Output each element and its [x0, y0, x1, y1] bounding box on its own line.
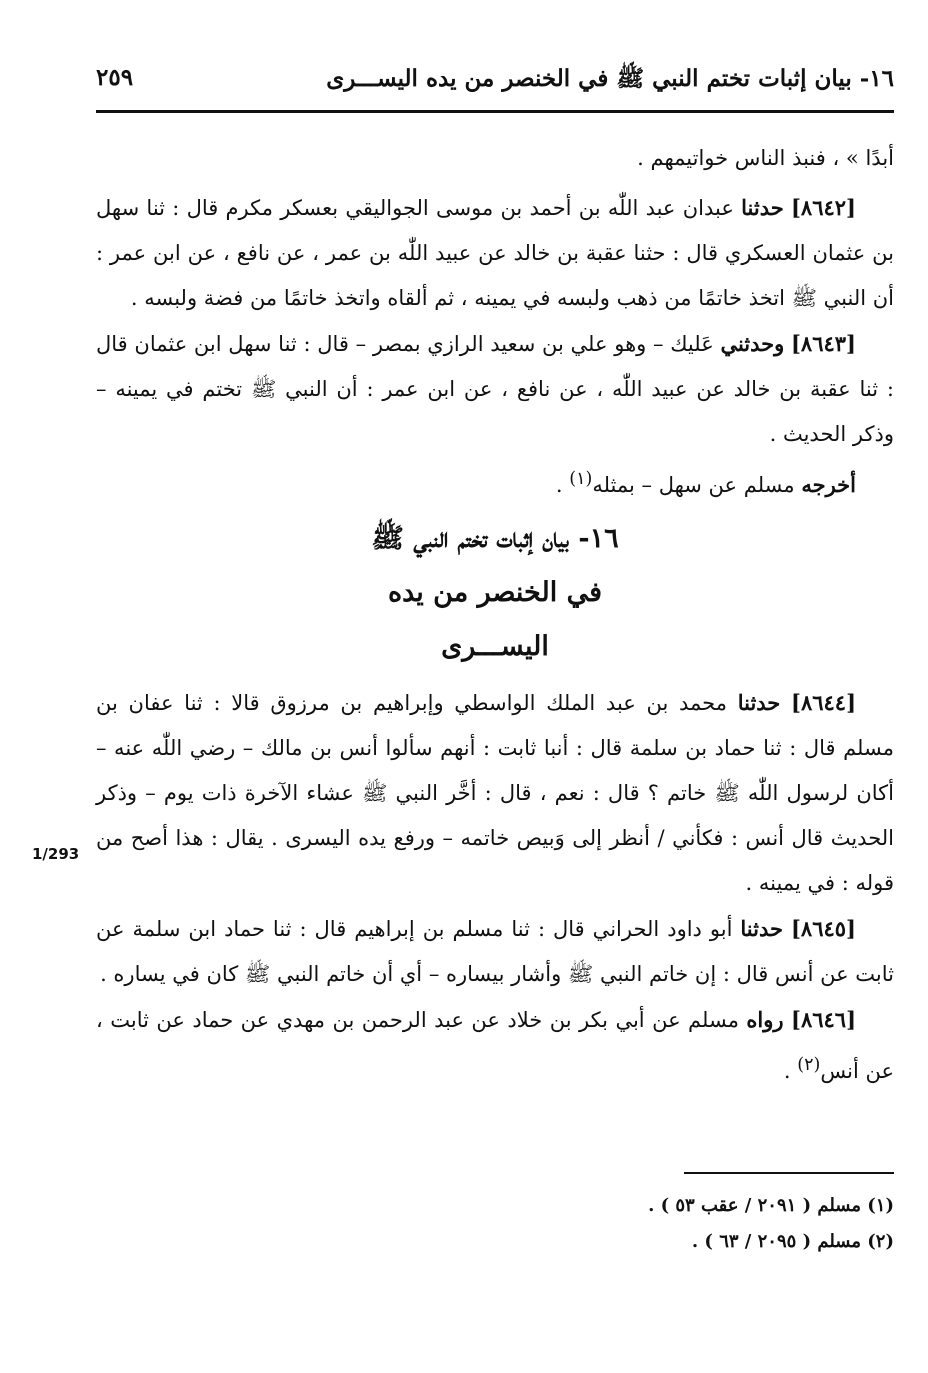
running-header — [96, 56, 894, 106]
hadith-lead-word: حدثنا — [740, 916, 783, 941]
takhrij-end: . — [555, 473, 570, 497]
footnote-1: (١) مسلم ( ٢٠٩١ / عقب ٥٣ ) . — [648, 1195, 894, 1216]
hadith-end: . — [783, 1059, 798, 1083]
hadith-number: [٨٦٤٢] — [790, 195, 856, 220]
main-text — [96, 136, 894, 1094]
hadith-lead-word: حدثنا — [741, 195, 784, 220]
footnote-2: (٢) مسلم ( ٢٠٩٥ / ٦٣ ) . — [691, 1231, 894, 1252]
hadith-text: عبدان عبد اللّٰه بن أحمد بن موسى الجواليقي بعسكر مكرم قال : ثنا سهل بن عثمان العسكري قال : حثنا عقبة بن خالد عن عبيد اللّٰه بن عمر ، عن نافع ، عن ابن عمر : أن النبي ﷺ اتخذ خاتمًا من ذهب ولبسه في يمينه ، ثم ألقاه واتخذ خاتمًا من فضة ولبسه . — [96, 196, 894, 310]
hadith-number: [٨٦٤٣] — [790, 331, 856, 356]
hadith-8644 — [96, 680, 894, 906]
footnote-marker: (١) — [569, 469, 593, 489]
section-heading-line-1: ١٦- بيان إثبات تختم النبي ﷺ — [371, 523, 619, 554]
page-number: ٢٥٩ — [96, 64, 134, 91]
hadith-8645 — [96, 906, 894, 997]
hadith-number: [٨٦٤٥] — [790, 916, 856, 941]
manuscript-folio-ref: 1/293 — [32, 845, 80, 863]
hadith-lead-word: رواه — [746, 1007, 784, 1032]
hadith-text: مسلم عن أبي بكر بن خلاد عن عبد الرحمن بن مهدي عن حماد عن ثابت ، عن أنس — [96, 1008, 894, 1083]
hadith-text: أبو داود الحراني قال : ثنا مسلم بن إبراهيم قال : ثنا حماد ابن سلمة عن ثابت عن أنس قال : إن خاتم النبي ﷺ وأشار بيساره – أي أن خاتم النبي ﷺ كان في يساره . — [96, 917, 894, 986]
hadith-number: [٨٦٤٤] — [791, 690, 856, 715]
footnote-marker: (٢) — [797, 1055, 821, 1075]
takhrij-note — [96, 457, 894, 508]
header-rule — [96, 110, 894, 113]
takhrij-lead-word: أخرجه — [801, 472, 856, 497]
hadith-text: محمد بن عبد الملك الواسطي وإبراهيم بن مرزوق قالا : ثنا عفان بن مسلم قال : ثنا حماد بن سلمة قال : أنبا ثابت : أنهم سألوا أنس بن مالك – رضي اللّٰه عنه – أكان لرسول اللّٰه ﷺ خاتم ؟ قال : نعم ، قال : أخَّر النبي ﷺ عشاء الآخرة ذات يوم – وذكر الحديث قال أنس : فكأني / أنظر إلى وَبيص خاتمه – ورفع يده اليسرى . يقال : هذا أصح من قوله : في يمينه . — [96, 691, 894, 895]
hadith-8646 — [96, 997, 894, 1094]
hadith-text: عَليك – وهو علي بن سعيد الرازي بمصر – قال : ثنا سهل ابن عثمان قال : ثنا عقبة بن خالد عن عبيد اللّٰه ، عن نافع ، عن ابن عمر : أن النبي ﷺ تختم في يمينه – وذكر الحديث . — [96, 332, 894, 446]
hadith-8643 — [96, 321, 894, 457]
footnotes — [96, 1188, 894, 1260]
section-heading-line-2: في الخنصر من يده — [387, 577, 603, 608]
hadith-lead-word: حدثنا — [737, 690, 781, 715]
running-header-title: ١٦- بيان إثبات تختم النبي ﷺ في الخنصر من يده اليســـرى — [326, 65, 894, 92]
takhrij-text: مسلم عن سهل – بمثله — [592, 473, 795, 497]
hadith-8642 — [96, 185, 894, 321]
hadith-lead-word: وحدثني — [720, 331, 785, 356]
section-heading-line-3: اليســـرى — [441, 631, 549, 662]
continuation-paragraph: أبدًا » ، فنبذ الناس خواتيمهم . — [637, 146, 894, 170]
footnote-rule — [684, 1172, 894, 1174]
hadith-number: [٨٦٤٦] — [791, 1007, 856, 1032]
